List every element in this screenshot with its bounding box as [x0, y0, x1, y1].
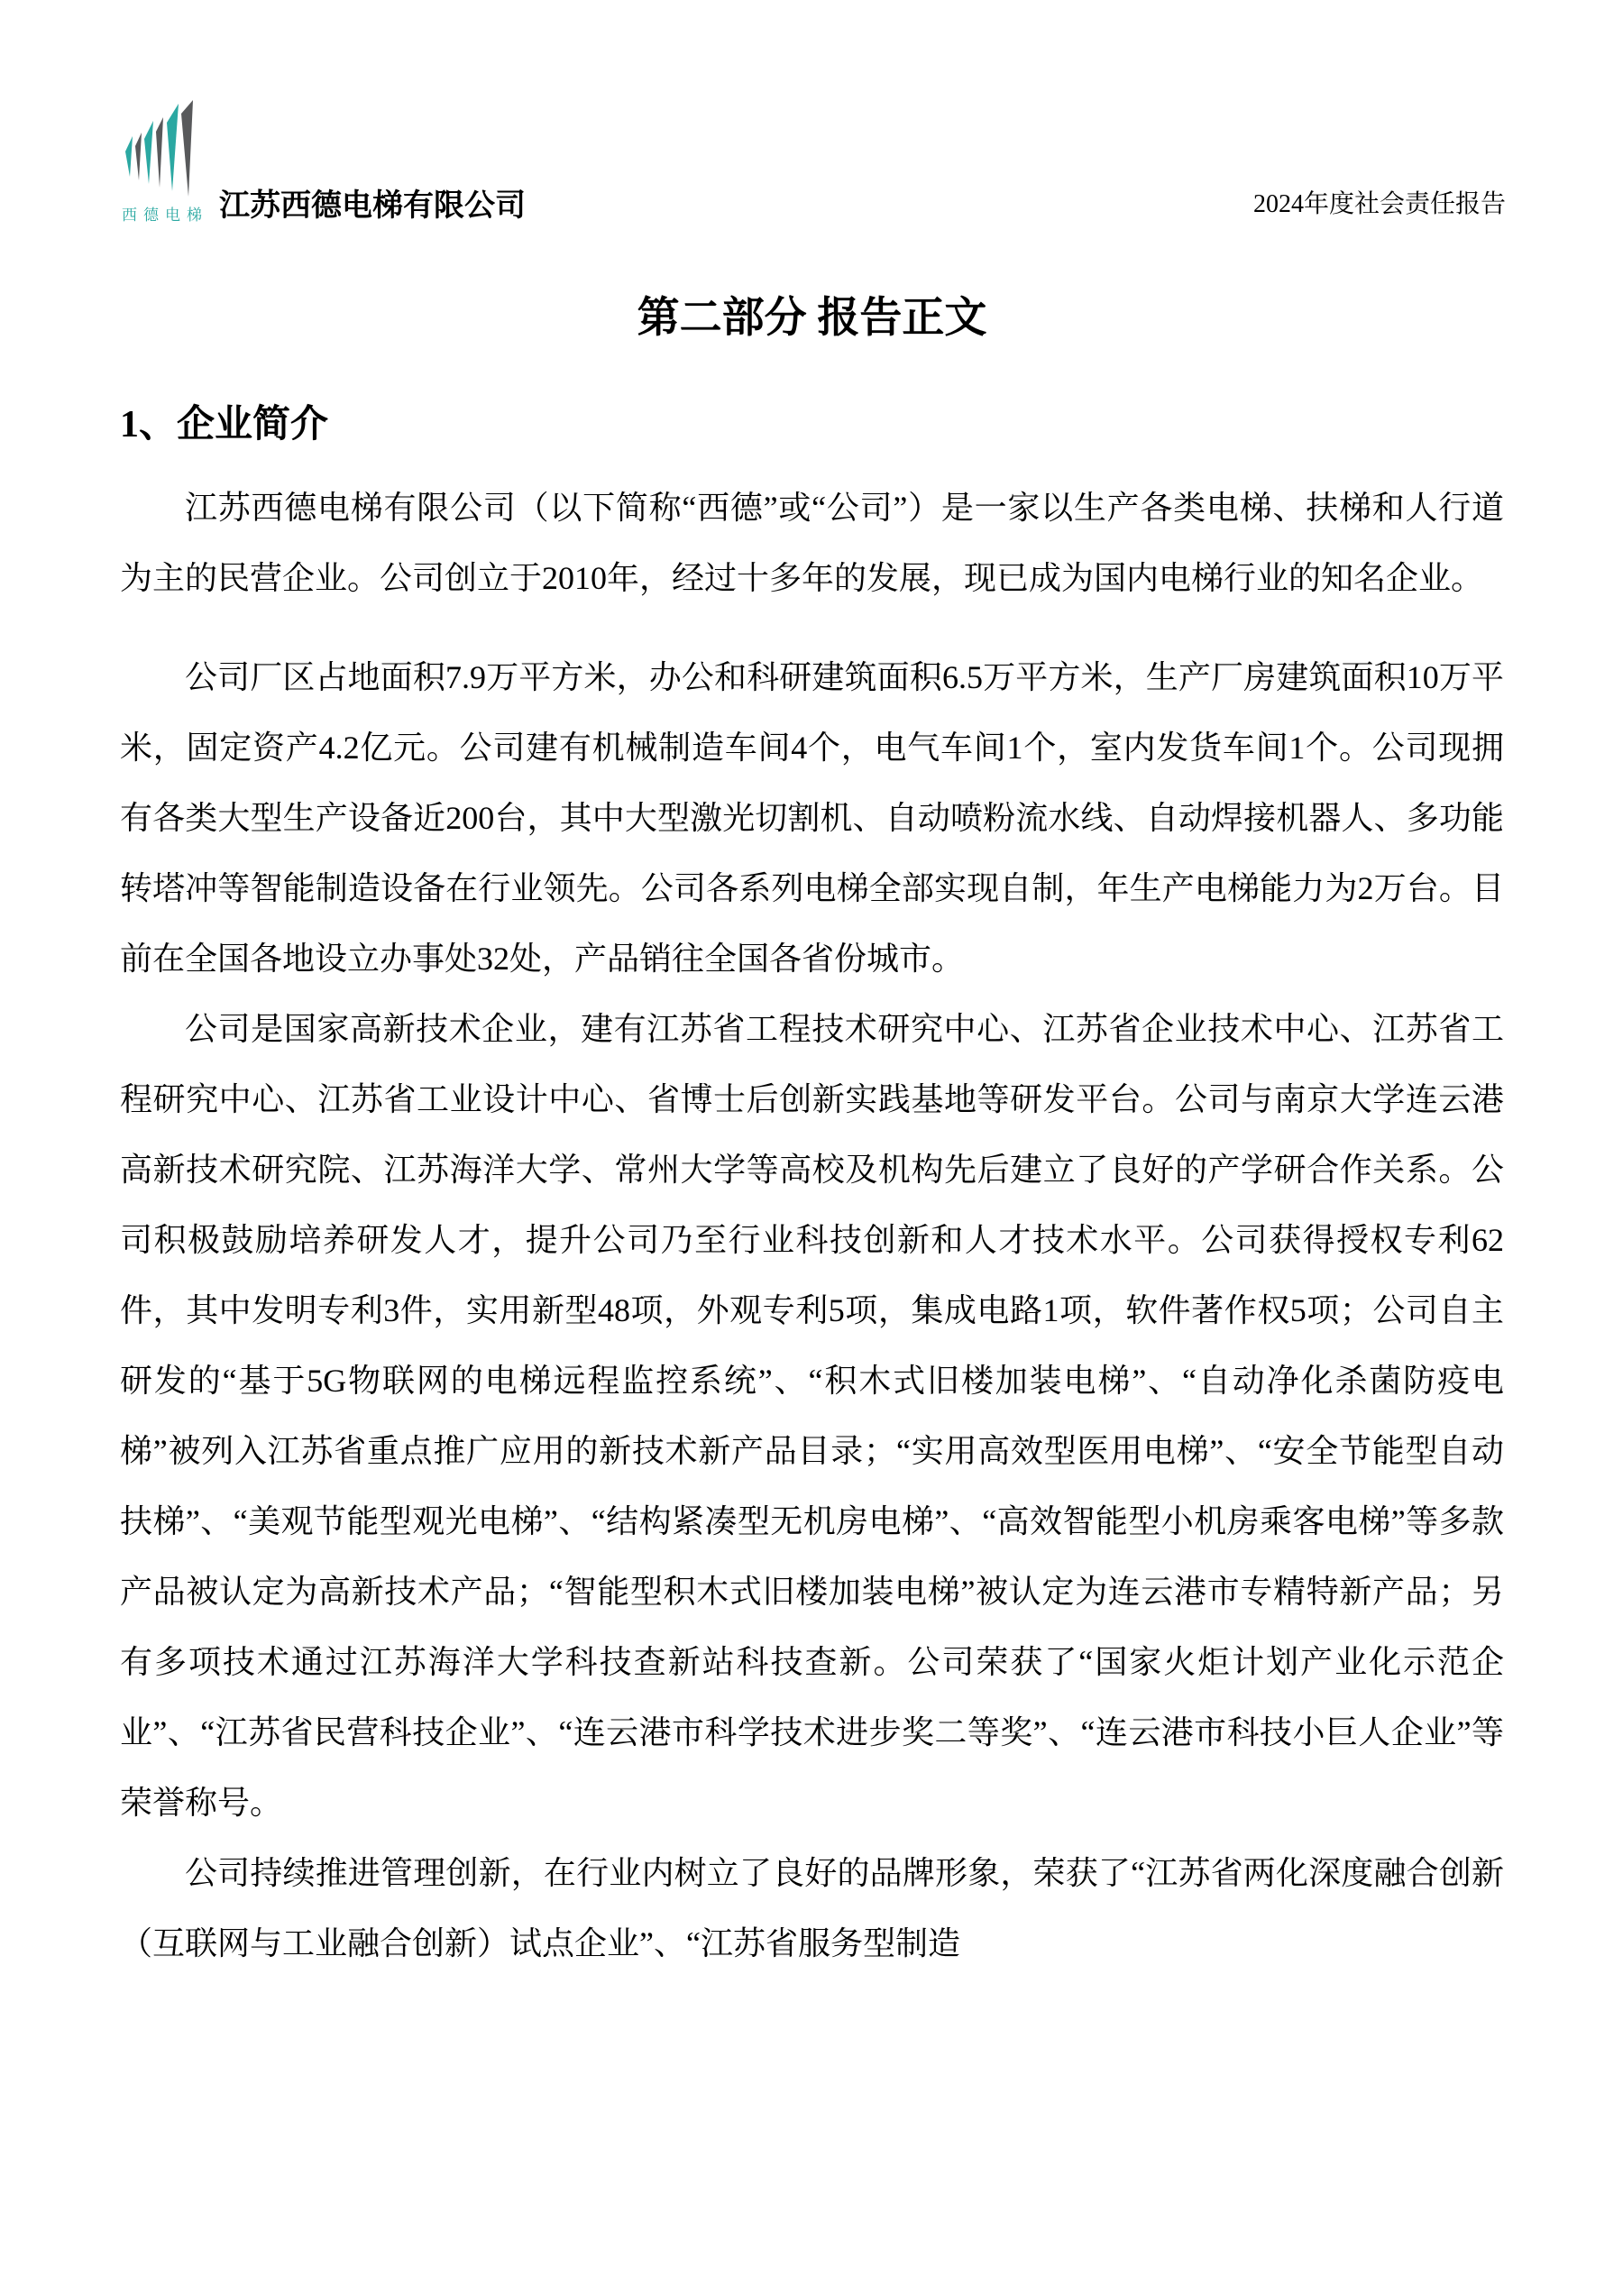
elevator-logo-icon	[120, 99, 210, 200]
header-left	[120, 99, 526, 225]
logo-caption: 西德电梯	[122, 207, 208, 224]
page-header	[120, 99, 1506, 225]
paragraph-rnd-honors: 公司是国家高新技术企业，建有江苏省工程技术研究中心、江苏省企业技术中心、江苏省工程研究中心、江苏省工业设计中心、省博士后创新实践基地等研发平台。公司与南京大学连云港高新技术研究院、江苏海洋大学、常州大学等高校及机构先后建立了良好的产学研合作关系。公司积极鼓励培养研发人才，提升公司乃至行业科技创新和人才技术水平。公司获得授权专利62件，其中发明专利3件，实用新型48项，外观专利5项，集成电路1项，软件著作权5项；公司自主研发的“基于5G物联网的电梯远程监控系统”、“积木式旧楼加装电梯”、“自动净化杀菌防疫电梯”被列入江苏省重点推广应用的新技术新产品目录；“实用高效型医用电梯”、“安全节能型自动扶梯”、“美观节能型观光电梯”、“结构紧凑型无机房电梯”、“高效智能型小机房乘客电梯”等多款产品被认定为高新技术产品；“智能型积木式旧楼加装电梯”被认定为连云港市专精特新产品；另有多项技术通过江苏海洋大学科技查新站科技查新。公司荣获了“国家火炬计划产业化示范企业”、“江苏省民营科技企业”、“连云港市科学技术进步奖二等奖”、“连云港市科技小巨人企业”等荣誉称号。	[120, 1011, 1504, 1821]
company-name: 江苏西德电梯有限公司	[219, 188, 526, 223]
paragraph-management-innovation: 公司持续推进管理创新，在行业内树立了良好的品牌形象，荣获了“江苏省两化深度融合创新（互联网与工业融合创新）试点企业”、“江苏省服务型制造	[120, 1855, 1504, 1961]
chapter-heading: 1、企业简介	[120, 404, 329, 445]
paragraph-company-intro: 江苏西德电梯有限公司（以下简称“西德”或“公司”）是一家以生产各类电梯、扶梯和人行道为主的民营企业。公司创立于2010年，经过十多年的发展，现已成为国内电梯行业的知名企业。	[120, 490, 1504, 596]
report-edition: 2024年度社会责任报告	[1252, 190, 1506, 218]
paragraph-facilities: 公司厂区占地面积7.9万平方米，办公和科研建筑面积6.5万平方米，生产厂房建筑面积10万平米，固定资产4.2亿元。公司建有机械制造车间4个，电气车间1个，室内发货车间1个。公司现拥有各类大型生产设备近200台，其中大型激光切割机、自动喷粉流水线、自动焊接机器人、多功能转塔冲等智能制造设备在行业领先。公司各系列电梯全部实现自制，年生产电梯能力为2万台。目前在全国各地设立办事处32处，产品销往全国各省份城市。	[120, 659, 1504, 977]
document-body	[120, 473, 1504, 1979]
section-title: 第二部分 报告正文	[637, 295, 987, 342]
company-logo	[120, 99, 210, 225]
